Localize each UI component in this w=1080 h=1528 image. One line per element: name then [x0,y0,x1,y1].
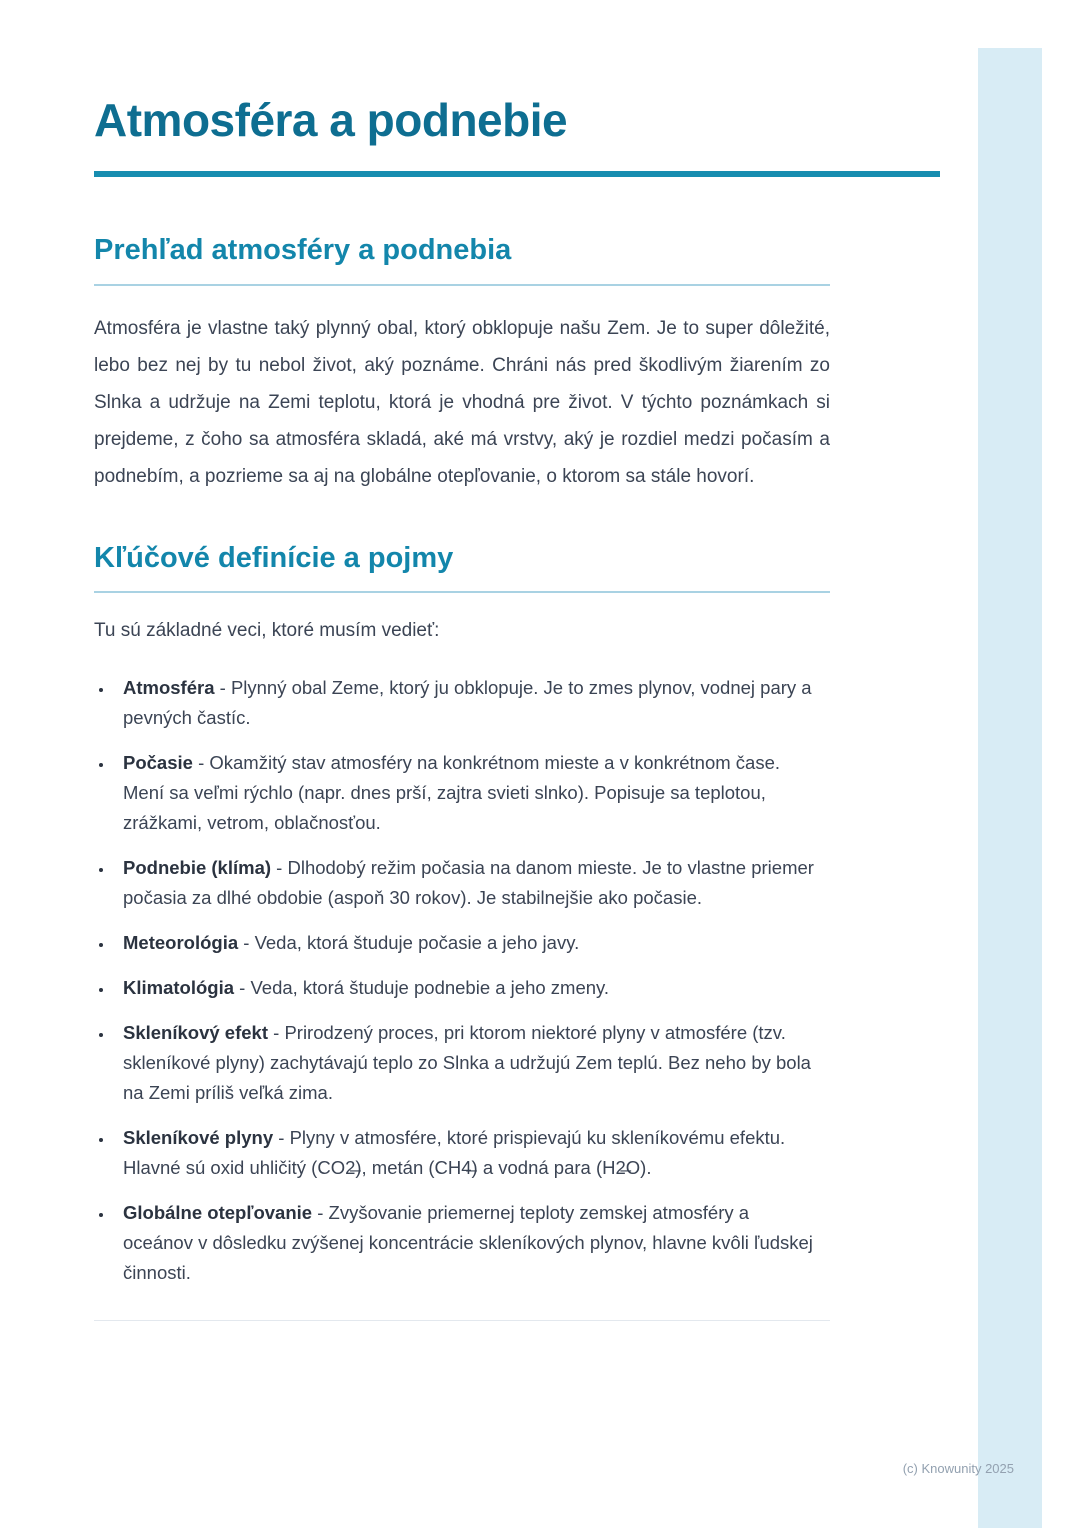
list-item-sklenikove-plyny [114,1123,820,1183]
title-underline-rule [94,171,940,177]
definition-text: - Plynný obal Zeme, ktorý ju obklopuje. Je to zmes plynov, vodnej pary a pevných častíc. [123,677,812,729]
definition-term: Klimatológia [123,977,235,999]
definition-text: - Veda, ktorá študuje počasie a jeho javy. [243,932,580,954]
definition-term: Podnebie (klíma) [123,857,272,879]
section-rule-overview [94,284,830,286]
overview-paragraph: Atmosféra je vlastne taký plynný obal, ktorý obklopuje našu Zem. Je to super dôležité, lebo bez nej by tu nebol život, aký poznáme. Chráni nás pred škodlivým žiarením zo Slnka a udržuje na Zemi teplotu, ktorá je vhodná pre život. V týchto poznámkach si prejdeme, z čoho sa atmosféra skladá, aké má vrstvy, aký je rozdiel medzi počasím a podnebím, a pozrieme sa aj na globálne otepľovanie, o ktorom sa stále hovorí. [94,317,830,487]
section-heading-overview: Prehľad atmosféry a podnebia [94,233,512,266]
bottom-divider [94,1320,830,1321]
definition-term: Globálne otepľovanie [123,1202,313,1224]
section-rule-definitions [94,591,830,593]
list-item-sklenikovy-efekt [114,1018,820,1108]
right-accent-strip [978,48,1042,1528]
definition-term: Skleníkový efekt [123,1022,268,1044]
definitions-intro: Tu sú základné veci, ktoré musím vedieť: [94,620,440,642]
definition-term: Počasie [123,752,193,774]
definition-term: Meteorológia [123,932,239,954]
list-item-globalne-oteplovanie [114,1198,820,1288]
content-column [94,0,940,1321]
list-item-atmosfera [114,673,820,733]
section-heading-definitions: Kľúčové definície a pojmy [94,541,454,574]
list-item-podnebie [114,853,820,913]
definitions-list [94,673,820,1288]
definition-term: Atmosféra [123,677,215,699]
definition-text: - Plyny v atmosfére, ktoré prispievajú ku skleníkovému efektu. Hlavné sú oxid uhličitý (CO2̶), metán (CH4̶) a vodná para (H2̶O). [123,1127,786,1179]
definition-text: - Dlhodobý režim počasia na danom mieste. Je to vlastne priemer počasia za dlhé obdobie (aspoň 30 rokov). Je stabilnejšie ako počasie. [123,857,814,909]
definition-text: - Okamžitý stav atmosféry na konkrétnom mieste a v konkrétnom čase. Mení sa veľmi rýchlo (napr. dnes prší, zajtra svieti slnko). Popisuje sa teplotou, zrážkami, vetrom, oblačnosťou. [123,752,781,834]
definition-term: Skleníkové plyny [123,1127,274,1149]
copyright-footer: (c) Knowunity 2025 [902,1461,1014,1476]
definition-text: - Zvyšovanie priemernej teploty zemskej atmosféry a oceánov v dôsledku zvýšenej koncentrácie skleníkových plynov, hlavne kvôli ľudskej činnosti. [123,1202,813,1284]
list-item-klimatologia [114,973,820,1003]
list-item-pocasie [114,748,820,838]
list-item-meteorologia [114,928,820,958]
page-title: Atmosféra a podnebie [94,94,568,146]
definition-text: - Prirodzený proces, pri ktorom niektoré plyny v atmosfére (tzv. skleníkové plyny) zachytávajú teplo zo Slnka a udržujú Zem teplú. Bez neho by bola na Zemi príliš veľká zima. [123,1022,811,1104]
definition-text: - Veda, ktorá študuje podnebie a jeho zmeny. [239,977,610,999]
